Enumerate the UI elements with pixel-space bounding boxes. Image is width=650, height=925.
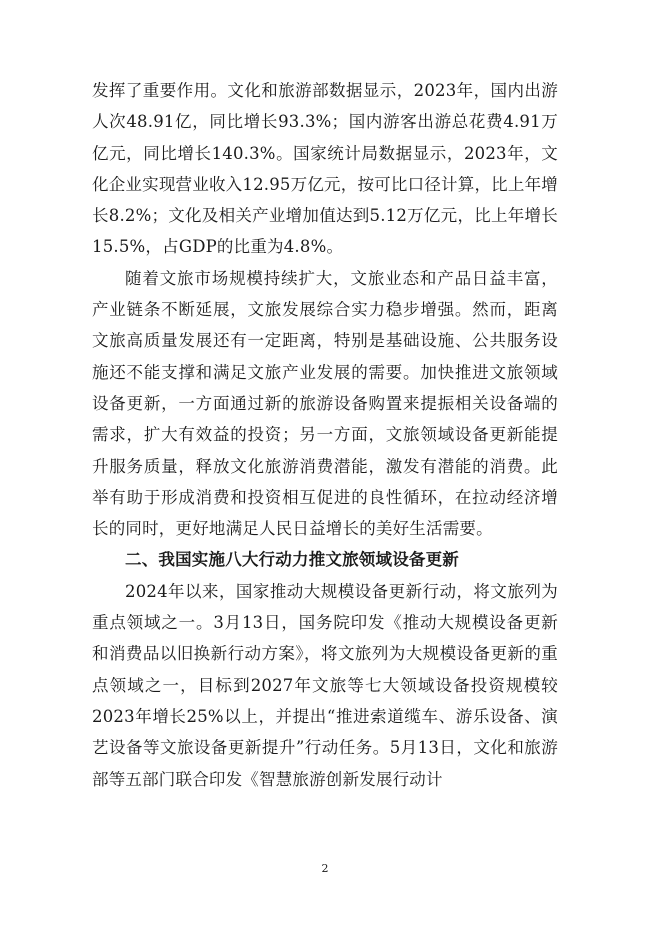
paragraph-tourism-statistics: 发挥了重要作用。文化和旅游部数据显示，2023年，国内出游人次48.91亿，同比增长93.3%；国内游客出游总花费4.91万亿元，同比增长140.3%。国家统计局数据显示，2023年，文化企业实现营业收入12.95万亿元，按可比口径计算，比上年增长8.2%；文化及相关产业增加值达到5.12万亿元，比上年增长15.5%，占GDP的比重为4.8%。 [92, 81, 558, 257]
document-body [92, 75, 558, 795]
section-heading: 二、我国实施八大行动力推文旅领域设备更新 [125, 550, 459, 570]
paragraph-equipment-renewal-need: 随着文旅市场规模持续扩大，文旅业态和产品日益丰富，产业链条不断延展，文旅发展综合实力稳步增强。然而，距离文旅高质量发展还有一定距离，特别是基础设施、公共服务设施还不能支撑和满足文旅产业发展的需要。加快推进文旅领域设备更新，一方面通过新的旅游设备购置来提振相关设备端的需求，扩大有效益的投资；另一方面，文旅领域设备更新能提升服务质量，释放文化旅游消费潜能，激发有潜能的消费。此举有助于形成消费和投资相互促进的良性循环，在拉动经济增长的同时，更好地满足人民日益增长的美好生活需要。 [92, 268, 558, 539]
page-number: 2 [321, 862, 329, 875]
paragraph-national-actions: 2024年以来，国家推动大规模设备更新行动，将文旅列为重点领域之一。3月13日，国务院印发《推动大规模设备更新和消费品以旧换新行动方案》，将文旅列为大规模设备更新的重点领域之一，目标到2027年文旅等七大领域设备投资规模较2023年增长25%以上，并提出“推进索道缆车、游乐设备、演艺设备等文旅设备更新提升”行动任务。5月13日，文化和旅游部等五部门联合印发《智慧旅游创新发展行动计 [92, 581, 558, 789]
